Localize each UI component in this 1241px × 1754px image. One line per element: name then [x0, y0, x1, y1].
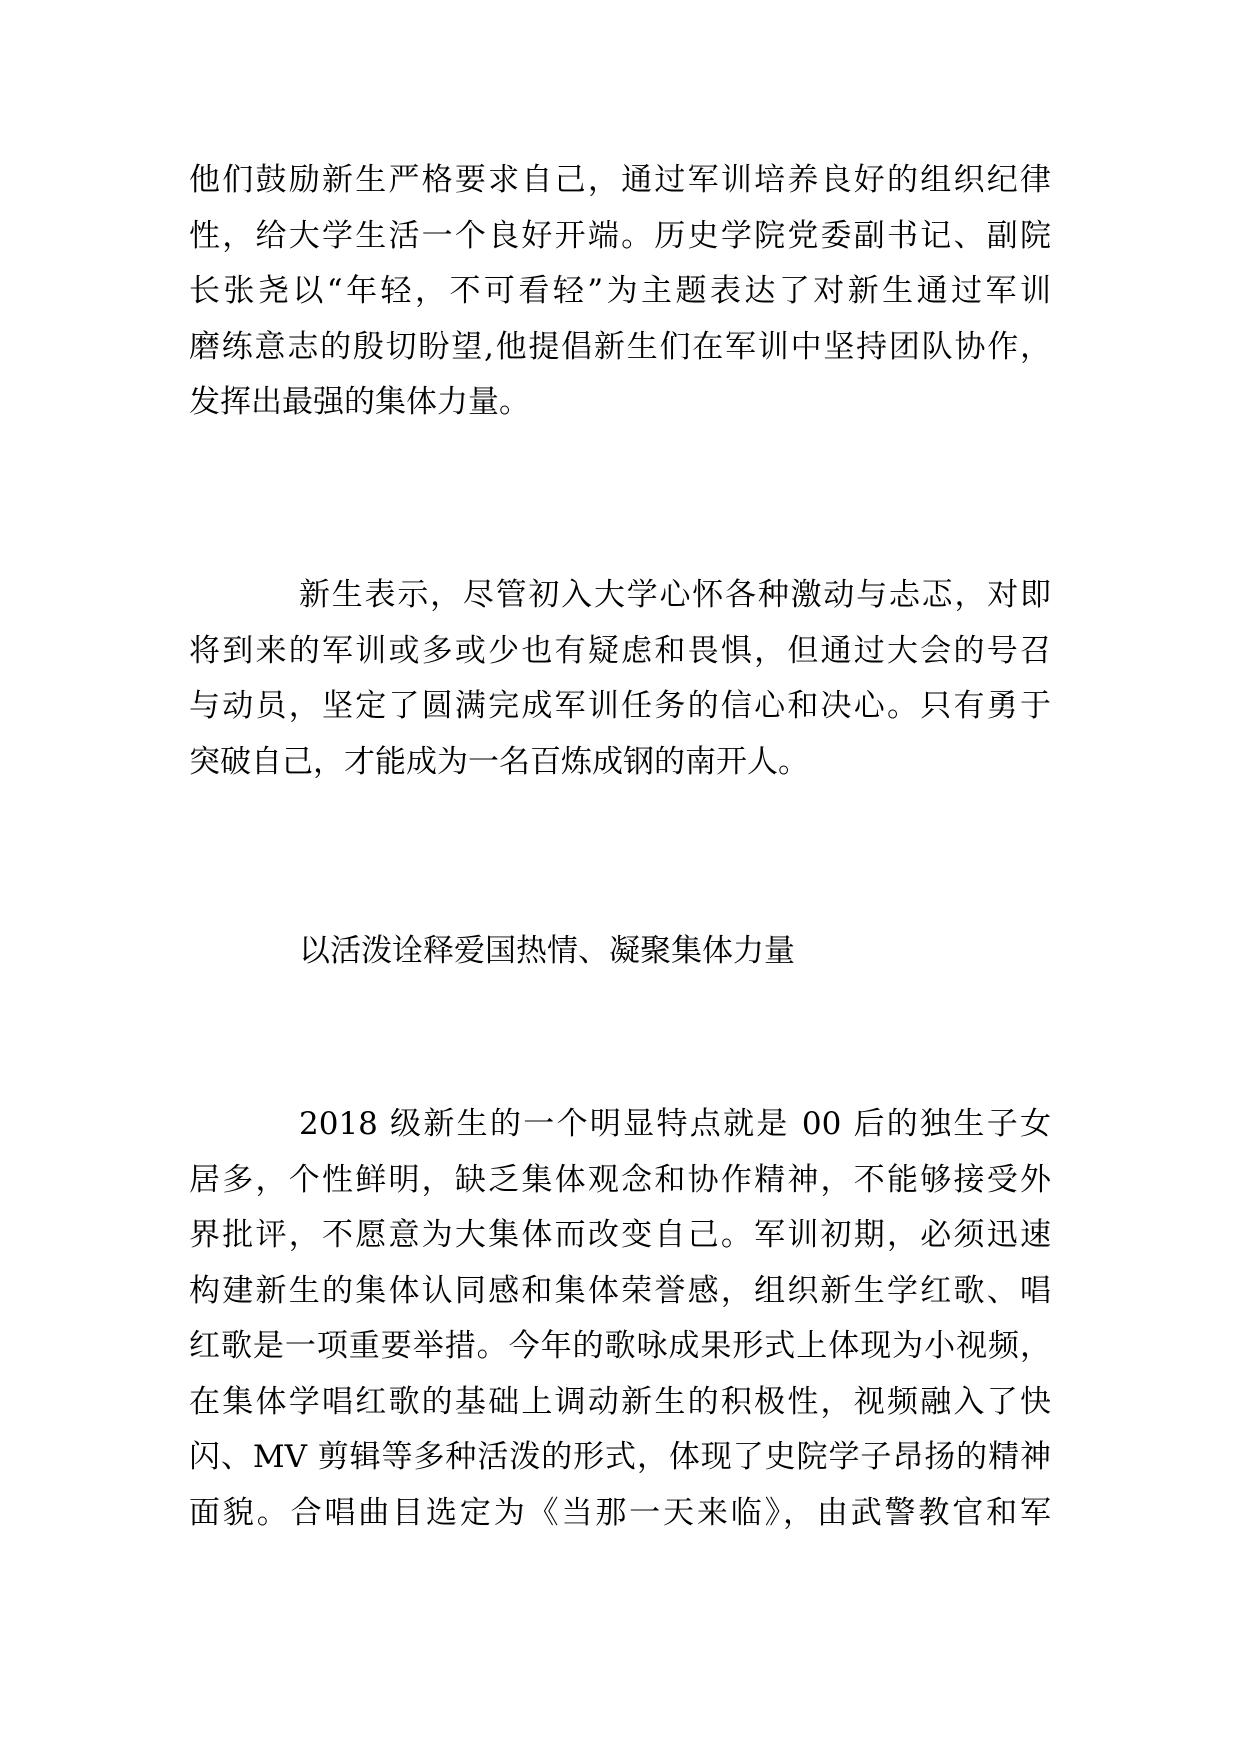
- text-line: 红歌是一项重要举措。今年的歌咏成果形式上体现为小视频，: [189, 1328, 1051, 1364]
- text-line: 面貌。合唱曲目选定为《当那一天来临》，由武警教官和军: [189, 1494, 1051, 1531]
- text-line: 磨练意志的殷切盼望,他提倡新生们在军训中坚持团队协作，: [189, 328, 1051, 365]
- text-line: 构建新生的集体认同感和集体荣誉感，组织新生学红歌、唱: [189, 1272, 1051, 1309]
- text-line: 在集体学唱红歌的基础上调动新生的积极性，视频融入了快: [189, 1383, 1051, 1420]
- text-line: 界批评，不愿意为大集体而改变自己。军训初期，必须迅速: [189, 1217, 1051, 1253]
- paragraph: [189, 1097, 1051, 1541]
- text-line: 与动员，坚定了圆满完成军训任务的信心和决心。只有勇于: [189, 688, 1051, 724]
- paragraph: [189, 153, 1051, 431]
- text-line: 将到来的军训或多或少也有疑虑和畏惧，但通过大会的号召: [189, 632, 1051, 669]
- text-line: 新生表示，尽管初入大学心怀各种激动与忐忑，对即: [299, 577, 1051, 613]
- text-line: 突破自己，才能成为一名百炼成钢的南开人。: [189, 743, 809, 780]
- text-line: 2018 级新生的一个明显特点就是 00 后的独生子女: [299, 1106, 1051, 1142]
- text-line: 发挥出最强的集体力量。: [189, 384, 530, 420]
- text-line: 他们鼓励新生严格要求自己，通过军训培养良好的组织纪律: [189, 162, 1051, 198]
- text-line: 性，给大学生活一个良好开端。历史学院党委副书记、副院: [189, 217, 1051, 254]
- section-heading: [189, 924, 1051, 980]
- text-line: 闪、MV 剪辑等多种活泼的形式，体现了史院学子昂扬的精神: [189, 1439, 1051, 1475]
- section-heading-text: 以活泼诠释爱国热情、凝聚集体力量: [299, 933, 795, 969]
- text-line: 居多，个性鲜明，缺乏集体观念和协作精神，不能够接受外: [189, 1161, 1051, 1198]
- paragraph: [189, 568, 1051, 790]
- text-line: 长张尧以“年轻，不可看轻”为主题表达了对新生通过军训: [189, 273, 1051, 309]
